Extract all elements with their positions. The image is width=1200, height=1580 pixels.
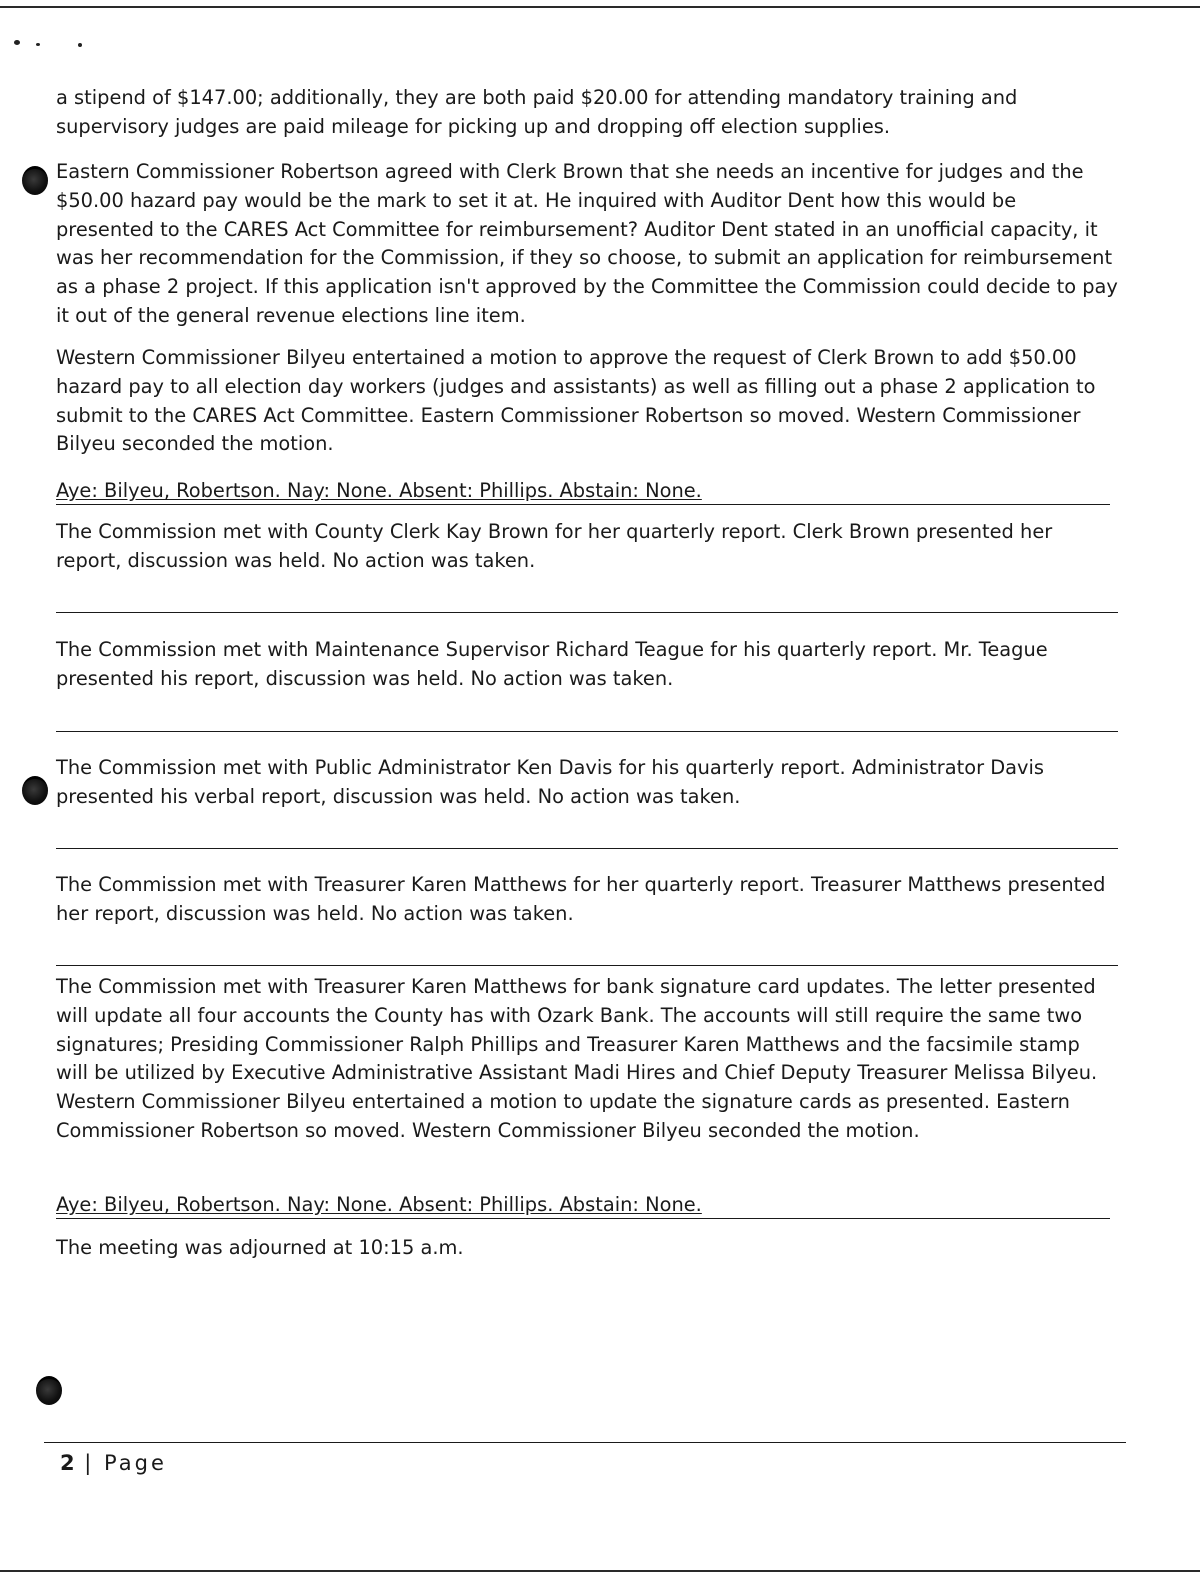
paragraph-treasurer-report: The Commission met with Treasurer Karen Matthews for her quarterly report. Treasurer Matthews presented her report, discussion was held. No action was taken. — [56, 873, 1106, 925]
speck — [78, 43, 82, 47]
scan-top-edge — [0, 6, 1200, 8]
vote-record-2 — [56, 1192, 1110, 1219]
paragraph-robertson-agreement: Eastern Commissioner Robertson agreed with Clerk Brown that she needs an incentive for judges and the $50.00 hazard pay would be the mark to set it at. He inquired with Auditor Dent how this would be presented to the CARES Act Committee for reimbursement? Auditor Dent stated in an unofficial capacity, it was her recommendation for the Commission, if they so choose, to submit an application for reimbursement as a phase 2 project. If this application isn't approved by the Committee the Commission could decide to pay it out of the general revenue elections line item. — [56, 160, 1118, 327]
paragraph-hazard-pay-motion: Western Commissioner Bilyeu entertained a motion to approve the request of Clerk Brown to add $50.00 hazard pay to all election day workers (judges and assistants) as well as filling out a phase 2 application to submit to the CARES Act Committee. Eastern Commissioner Robertson so moved. Western Commissioner Bilyeu seconded the motion. — [56, 346, 1096, 456]
paragraph-adjournment: The meeting was adjourned at 10:15 a.m. — [56, 1236, 464, 1259]
paragraph-stipend: a stipend of $147.00; additionally, they are both paid $20.00 for attending mandatory training and supervisory judges are paid mileage for picking up and dropping off election supplies. — [56, 86, 1018, 138]
vote-record-1 — [56, 478, 1110, 505]
vote-record-text: Aye: Bilyeu, Robertson. Nay: None. Absent: Phillips. Abstain: None. — [56, 479, 702, 502]
page-number-label: | Page — [74, 1451, 167, 1475]
vote-record-text: Aye: Bilyeu, Robertson. Nay: None. Absent: Phillips. Abstain: None. — [56, 1193, 702, 1216]
punch-hole — [22, 776, 48, 805]
scan-bottom-edge — [0, 1570, 1200, 1572]
section-divider — [56, 848, 1118, 849]
footer-rule — [44, 1442, 1126, 1443]
section-divider — [56, 965, 1118, 966]
speck — [36, 43, 40, 46]
page-number-value: 2 — [60, 1451, 75, 1475]
section-divider — [56, 731, 1118, 732]
page-number — [60, 1451, 167, 1475]
paragraph-clerk-report: The Commission met with County Clerk Kay Brown for her quarterly report. Clerk Brown presented her report, discussion was held. No action was taken. — [56, 520, 1053, 572]
section-divider — [56, 612, 1118, 613]
paragraph-maintenance-report: The Commission met with Maintenance Supervisor Richard Teague for his quarterly report. Mr. Teague presented his report, discussion was held. No action was taken. — [56, 638, 1048, 690]
speck — [14, 40, 20, 45]
paragraph-signature-cards: The Commission met with Treasurer Karen Matthews for bank signature card updates. The letter presented will update all four accounts the County has with Ozark Bank. The accounts will still require the same two signatures; Presiding Commissioner Ralph Phillips and Treasurer Karen Matthews and the facsimile stamp will be utilized by Executive Administrative Assistant Madi Hires and Chief Deputy Treasurer Melissa Bilyeu. Western Commissioner Bilyeu entertained a motion to update the signature cards as presented. Eastern Commissioner Robertson so moved. Western Commissioner Bilyeu seconded the motion. — [56, 975, 1098, 1142]
punch-hole — [36, 1376, 62, 1405]
scan-specks — [10, 40, 90, 50]
punch-hole — [22, 166, 48, 195]
paragraph-public-administrator-report: The Commission met with Public Administrator Ken Davis for his quarterly report. Administrator Davis presented his verbal report, discussion was held. No action was taken. — [56, 756, 1044, 808]
